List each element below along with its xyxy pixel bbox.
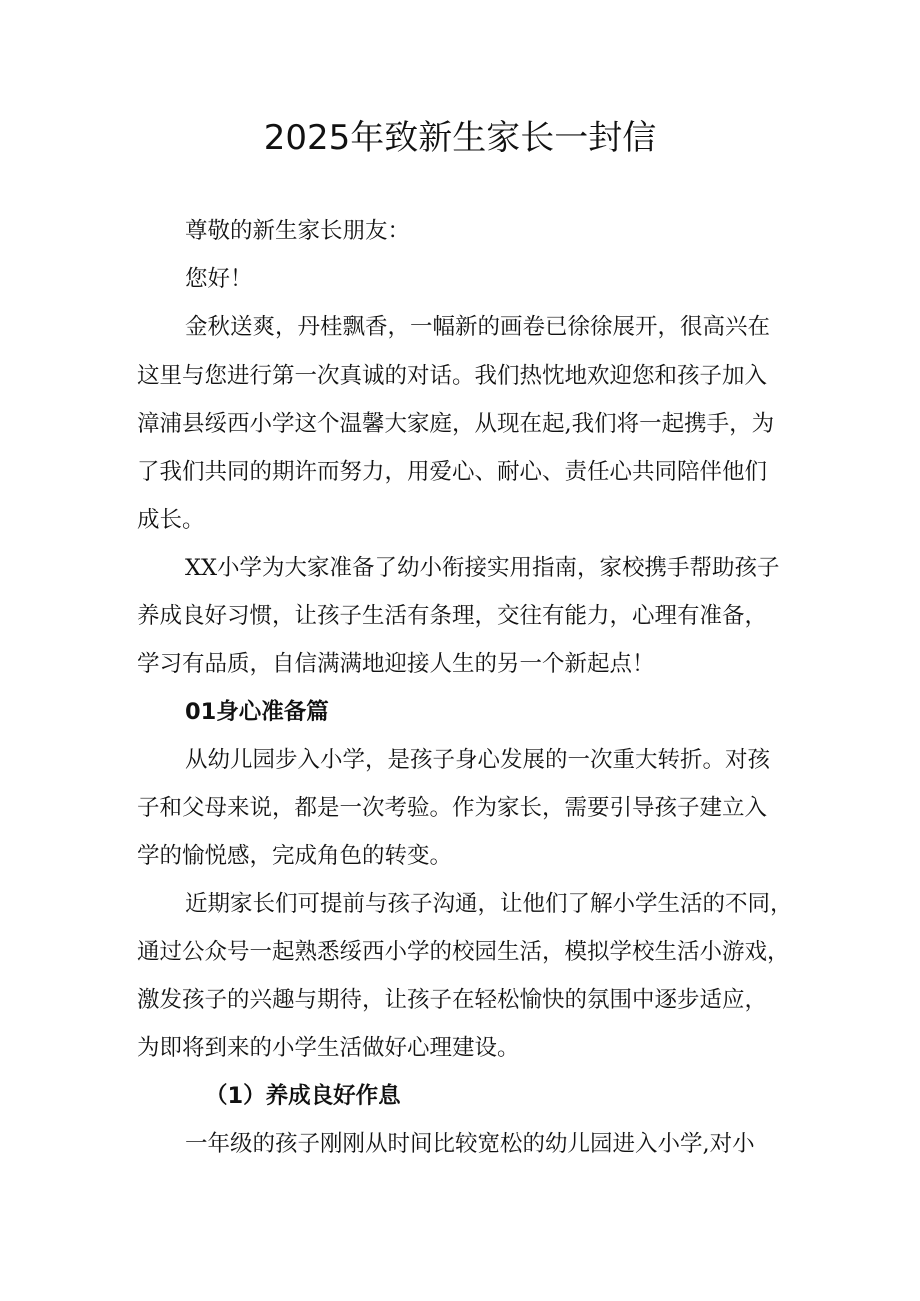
paragraph-line: 漳浦县绥西小学这个温馨大家庭，从现在起,我们将一起携手，为 [137,411,775,437]
paragraph-line: 学习有品质，自信满满地迎接人生的另一个新起点！ [137,651,655,677]
paragraph-line: 养成良好习惯，让孩子生活有条理，交往有能力，心理有准备， [137,603,768,629]
section-heading: 01身心准备篇 [185,699,329,725]
paragraph-line: 了我们共同的期许而努力，用爱心、耐心、责任心共同陪伴他们 [137,459,768,485]
paragraph-line: 金秋送爽，丹桂飘香，一幅新的画卷已徐徐展开，很高兴在 [185,314,771,340]
paragraph-line: 近期家长们可提前与孩子沟通，让他们了解小学生活的不同， [185,891,793,917]
paragraph-line: 通过公众号一起熟悉绥西小学的校园生活，模拟学校生活小游戏， [137,939,790,965]
salutation: 尊敬的新生家长朋友： [185,218,411,244]
document-title: 2025年致新生家长一封信 [263,118,657,158]
paragraph-line: 这里与您进行第一次真诚的对话。我们热忱地欢迎您和孩子加入 [137,363,768,389]
paragraph-line: XX小学为大家准备了幼小衔接实用指南，家校携手帮助孩子 [185,555,780,581]
paragraph-line: 激发孩子的兴趣与期待，让孩子在轻松愉快的氛围中逐步适应， [137,987,768,1013]
greeting: 您好！ [185,266,253,292]
paragraph-line: 从幼儿园步入小学，是孩子身心发展的一次重大转折。对孩 [185,747,771,773]
paragraph-line: 为即将到来的小学生活做好心理建设。 [137,1035,520,1061]
paragraph-line: 成长。 [137,507,205,533]
subsection-heading: （1）养成良好作息 [205,1083,401,1109]
paragraph-line: 子和父母来说，都是一次考验。作为家长，需要引导孩子建立入 [137,795,768,821]
paragraph-line: 一年级的孩子刚刚从时间比较宽松的幼儿园进入小学,对小 [185,1131,755,1157]
paragraph-line: 学的愉悦感，完成角色的转变。 [137,843,453,869]
